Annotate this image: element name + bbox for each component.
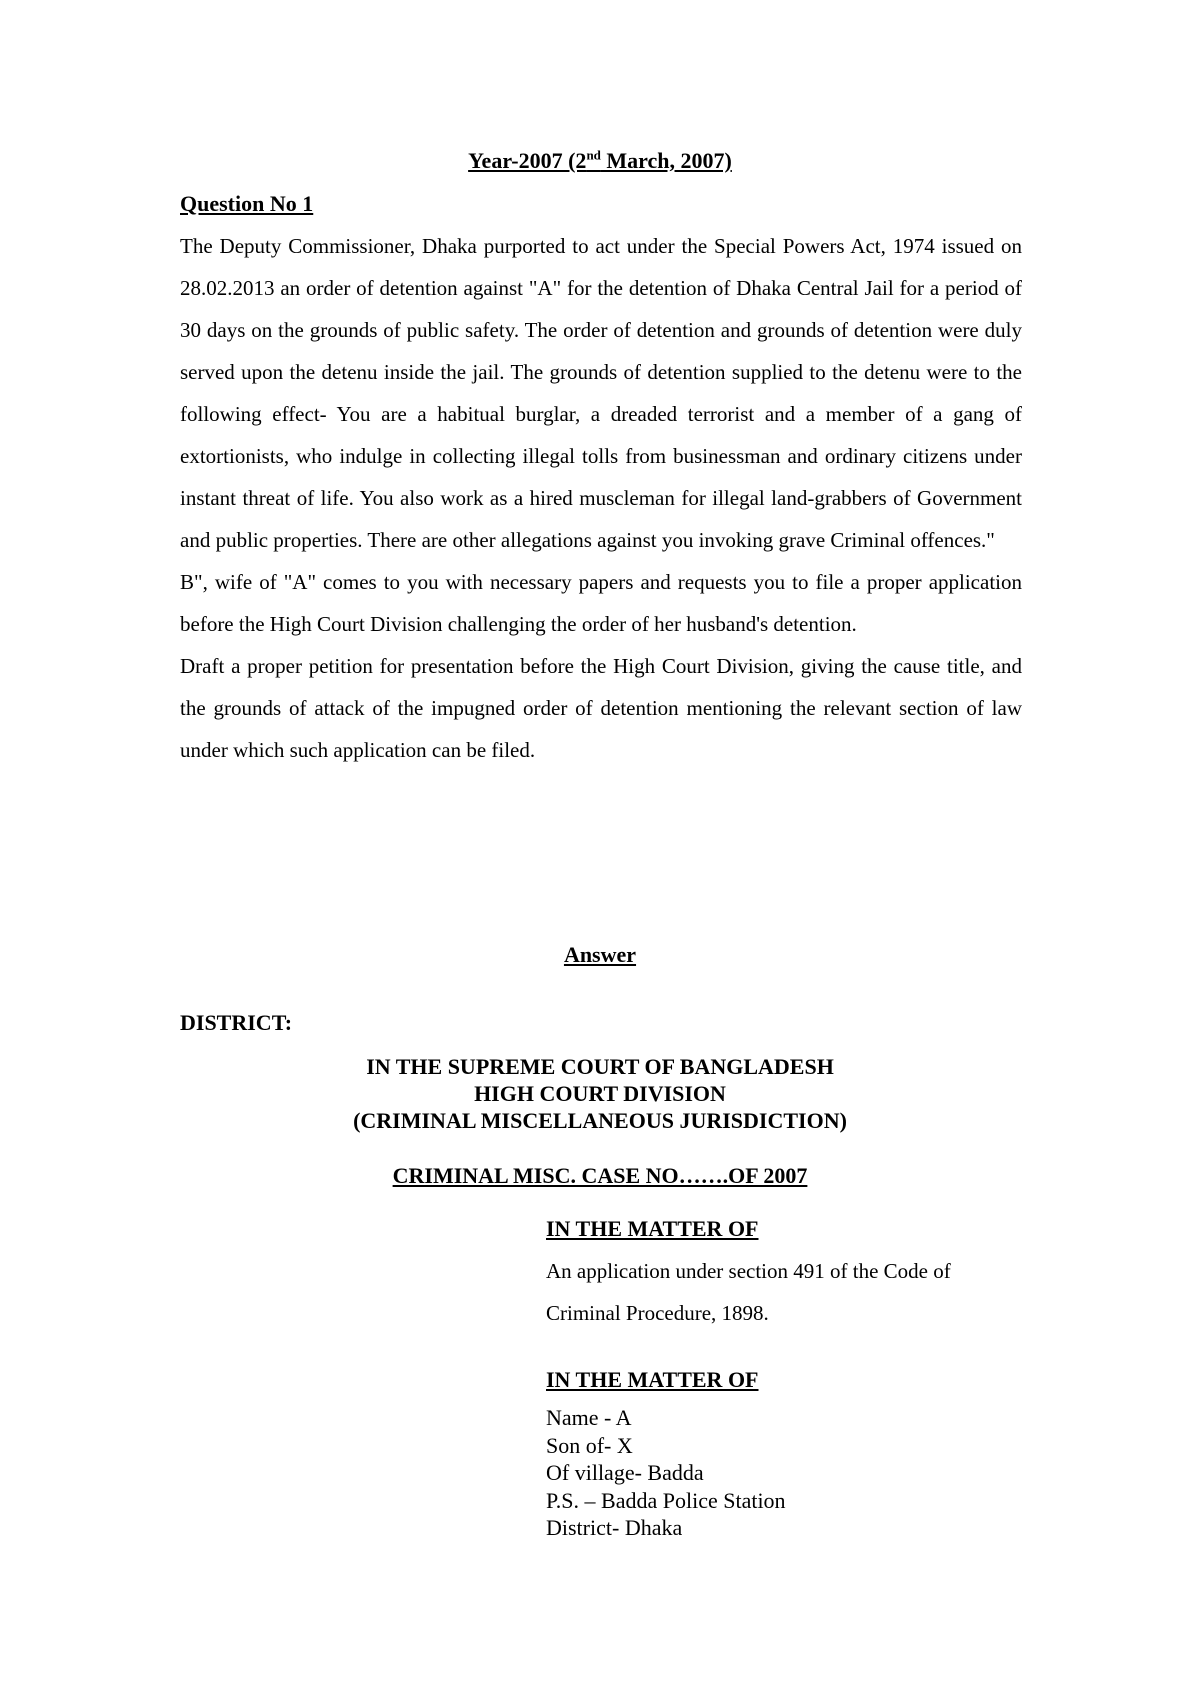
party-district: District- Dhaka bbox=[546, 1515, 683, 1540]
district-label: DISTRICT: bbox=[180, 1010, 293, 1035]
party-police-station: P.S. – Badda Police Station bbox=[546, 1487, 786, 1513]
party-details bbox=[546, 1404, 786, 1542]
party-father: Son of- X bbox=[546, 1432, 633, 1458]
question-paragraph-2: B", wife of "A" comes to you with necessary papers and requests you to file a proper application before the High Court Division challenging the order of her husband's detention. bbox=[180, 570, 1022, 636]
matter-heading-2: IN THE MATTER OF bbox=[546, 1367, 759, 1392]
party-village: Of village- Badda bbox=[546, 1460, 704, 1485]
court-line-supreme-court: IN THE SUPREME COURT OF BANGLADESH bbox=[366, 1054, 834, 1079]
court-title-block bbox=[0, 1053, 1200, 1134]
question-body bbox=[180, 225, 1022, 771]
question-paragraph-1: The Deputy Commissioner, Dhaka purported to act under the Special Powers Act, 1974 issued on 28.02.2013 an order of detention against "A" for the detention of Dhaka Central Jail for a period of 30 days on the grounds of public safety. The order of detention and grounds of detention were duly served upon the detenu inside the jail. The grounds of detention supplied to the detenu were to the following effect- You are a habitual burglar, a dreaded terrorist and a member of a gang of extortionists, who indulge in collecting illegal tolls from businessman and ordinary citizens under instant threat of life. You also work as a hired muscleman for illegal land-grabbers of Government and public properties. There are other allegations against you invoking grave Criminal offences." bbox=[180, 234, 1022, 552]
matter-1-application-text: An application under section 491 of the Code of Criminal Procedure, 1898. bbox=[546, 1259, 951, 1325]
case-number-heading: CRIMINAL MISC. CASE NO…….OF 2007 bbox=[392, 1163, 808, 1188]
court-line-high-court-division: HIGH COURT DIVISION bbox=[474, 1081, 726, 1106]
question-paragraph-3: Draft a proper petition for presentation before the High Court Division, giving the cause title, and the grounds of attack of the impugned order of detention mentioning the relevant section of law under which such application can be filed. bbox=[180, 654, 1022, 762]
party-name: Name - A bbox=[546, 1405, 632, 1430]
court-line-jurisdiction: (CRIMINAL MISCELLANEOUS JURISDICTION) bbox=[353, 1108, 847, 1133]
question-number: Question No 1 bbox=[180, 191, 314, 216]
matter-heading-1: IN THE MATTER OF bbox=[546, 1216, 759, 1241]
year-heading-superscript: nd bbox=[586, 147, 601, 163]
year-heading-text: Year-2007 (2 bbox=[468, 148, 587, 173]
answer-heading: Answer bbox=[563, 942, 637, 967]
year-heading-rest: March, 2007) bbox=[600, 148, 732, 173]
year-heading bbox=[0, 148, 1200, 174]
